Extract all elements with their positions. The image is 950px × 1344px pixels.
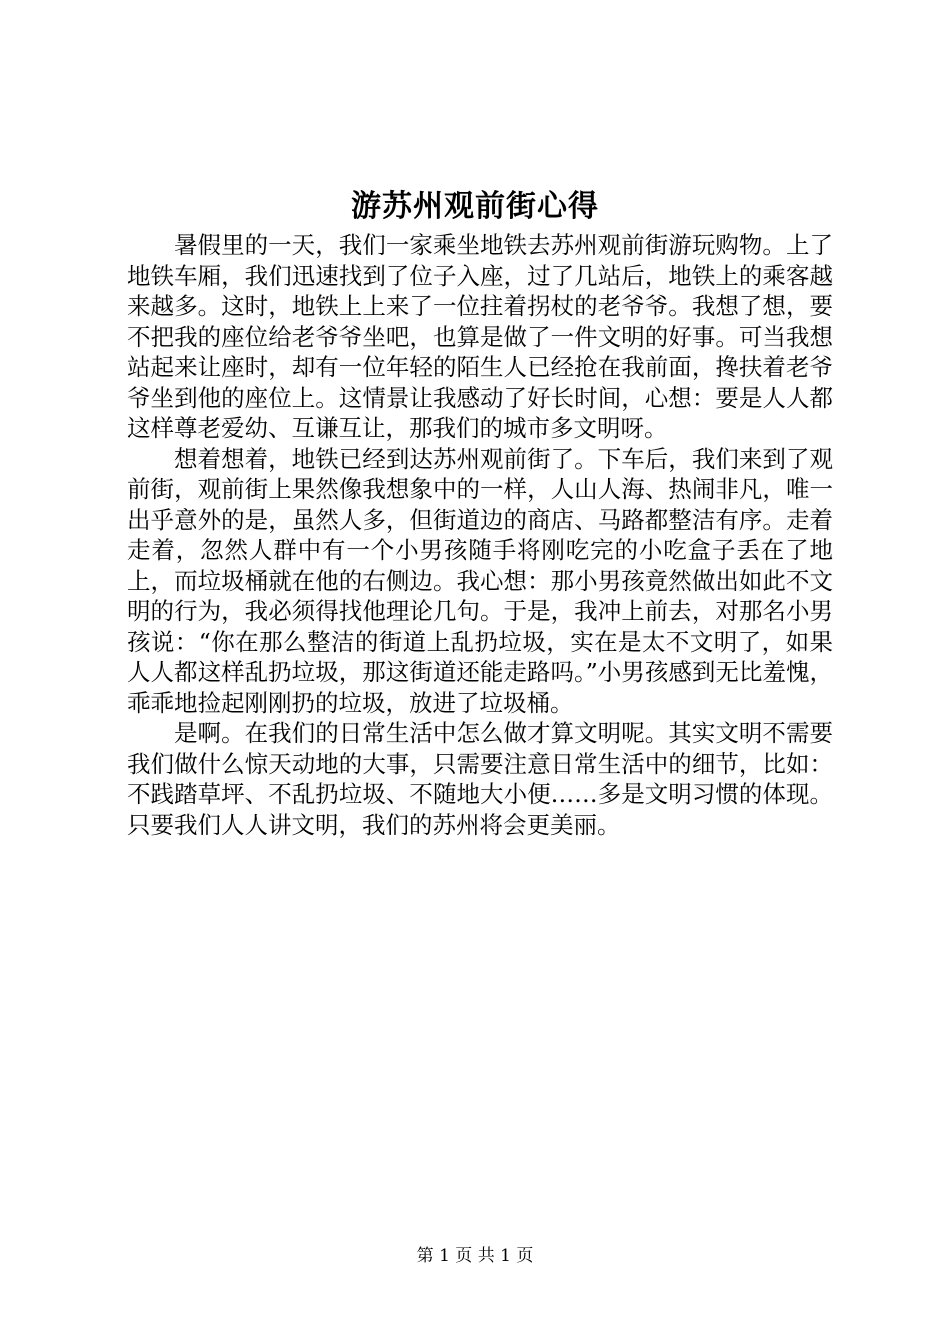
- paragraph: 是啊。在我们的日常生活中怎么做才算文明呢。其实文明不需要我们做什么惊天动地的大事，只需要注意日常生活中的细节，比如：不践踏草坪、不乱扔垃圾、不随地大小便……多是文明习惯的体现。只要我们人人讲文明，我们的苏州将会更美丽。: [127, 719, 833, 839]
- document-body: [127, 230, 833, 840]
- paragraph: 暑假里的一天，我们一家乘坐地铁去苏州观前街游玩购物。上了地铁车厢，我们迅速找到了位子入座，过了几站后，地铁上的乘客越来越多。这时，地铁上上来了一位拄着拐杖的老爷爷。我想了想，要不把我的座位给老爷爷坐吧，也算是做了一件文明的好事。可当我想站起来让座时，却有一位年轻的陌生人已经抢在我前面，搀扶着老爷爷坐到他的座位上。这情景让我感动了好长时间，心想：要是人人都这样尊老爱幼、互谦互让，那我们的城市多文明呀。: [127, 231, 833, 442]
- page-number-footer: 第 1 页 共 1 页: [416, 1246, 534, 1266]
- paragraph: 想着想着，地铁已经到达苏州观前街了。下车后，我们来到了观前街，观前街上果然像我想象中的一样，人山人海、热闹非凡，唯一出乎意外的是，虽然人多，但街道边的商店、马路都整洁有序。走着走着，忽然人群中有一个小男孩随手将刚吃完的小吃盒子丢在了地上，而垃圾桶就在他的右侧边。我心想：那小男孩竟然做出如此不文明的行为，我必须得找他理论几句。于是，我冲上前去，对那名小男孩说：“你在那么整洁的街道上乱扔垃圾，实在是太不文明了，如果人人都这样乱扔垃圾，那这街道还能走路吗。”小男孩感到无比羞愧，乖乖地捡起刚刚扔的垃圾，放进了垃圾桶。: [127, 444, 833, 717]
- page-title: 游苏州观前街心得: [351, 189, 599, 224]
